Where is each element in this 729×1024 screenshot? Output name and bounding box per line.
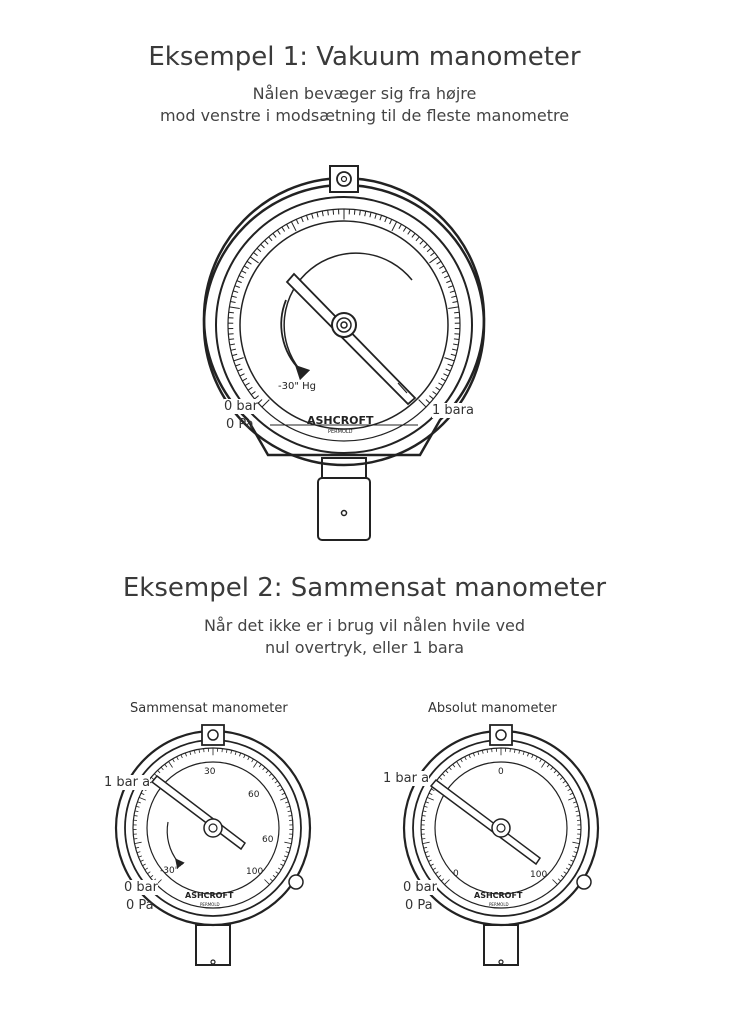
dial-tick — [454, 339, 459, 340]
vacuum-label-0-pa: 0 Pa — [226, 417, 254, 432]
absolute-scale-0-top: 0 — [498, 767, 504, 777]
compound-label-0-pa: 0 Pa — [126, 898, 154, 913]
dial-tick — [288, 815, 292, 816]
example2-subtitle-line1: Når det ikke er i brug vil nålen hvile ved — [203, 616, 526, 635]
dial-tick — [454, 312, 459, 313]
gauge-stem — [322, 458, 366, 480]
compound-caption: Sammensat manometer — [130, 701, 288, 716]
vacuum-dial-text: -30" Hg — [278, 381, 316, 392]
vacuum-gauge — [204, 166, 484, 540]
compound-scale-100: 100 — [246, 867, 264, 877]
dial-tick — [576, 815, 580, 816]
vacuum-brand: ASHCROFT — [307, 414, 374, 427]
compound-brand-sub: PERMOLD — [200, 902, 220, 907]
absolute-scale-0-low: 0 — [453, 869, 459, 879]
compound-label-1-bar-a: 1 bar a — [104, 775, 151, 790]
compound-scale-minus30: -30" — [160, 866, 179, 876]
needle-hub — [332, 313, 356, 337]
compound-scale-60a: 60 — [248, 790, 260, 800]
absolute-label-1-bar-a: 1 bar a — [383, 771, 430, 786]
dial-tick — [229, 312, 234, 313]
vacuum-brand-sub: PERMOLD — [328, 429, 353, 435]
example1-title: Eksempel 1: Vakuum manometer — [148, 42, 581, 72]
absolute-label-0-pa: 0 Pa — [405, 898, 433, 913]
absolute-label-0-bar: 0 bar — [403, 880, 437, 895]
compound-gauge — [116, 725, 310, 965]
dial-tick — [134, 815, 138, 816]
vacuum-label-0-bar: 0 bar — [224, 399, 258, 414]
compound-label-0-bar: 0 bar — [124, 880, 158, 895]
absolute-scale-100: 100 — [530, 870, 548, 880]
compound-scale-30: 30 — [204, 767, 216, 777]
vacuum-label-1-bara: 1 bara — [432, 403, 474, 418]
absolute-brand-sub: PERMOLD — [489, 902, 509, 907]
compound-scale-60b: 60 — [262, 835, 274, 845]
absolute-caption: Absolut manometer — [428, 701, 557, 716]
example1-subtitle-line1: Nålen bevæger sig fra højre — [252, 84, 477, 103]
gauge-socket — [318, 478, 370, 540]
example2-subtitle-line2: nul overtryk, eller 1 bara — [264, 638, 465, 657]
example1-subtitle-line2: mod venstre i modsætning til de fleste manometre — [159, 106, 570, 125]
example2-title: Eksempel 2: Sammensat manometer — [122, 573, 607, 603]
compound-brand: ASHCROFT — [185, 891, 234, 900]
dial-tick — [422, 815, 426, 816]
absolute-gauge — [404, 725, 598, 965]
dial-tick — [229, 339, 234, 340]
absolute-brand: ASHCROFT — [474, 891, 523, 900]
